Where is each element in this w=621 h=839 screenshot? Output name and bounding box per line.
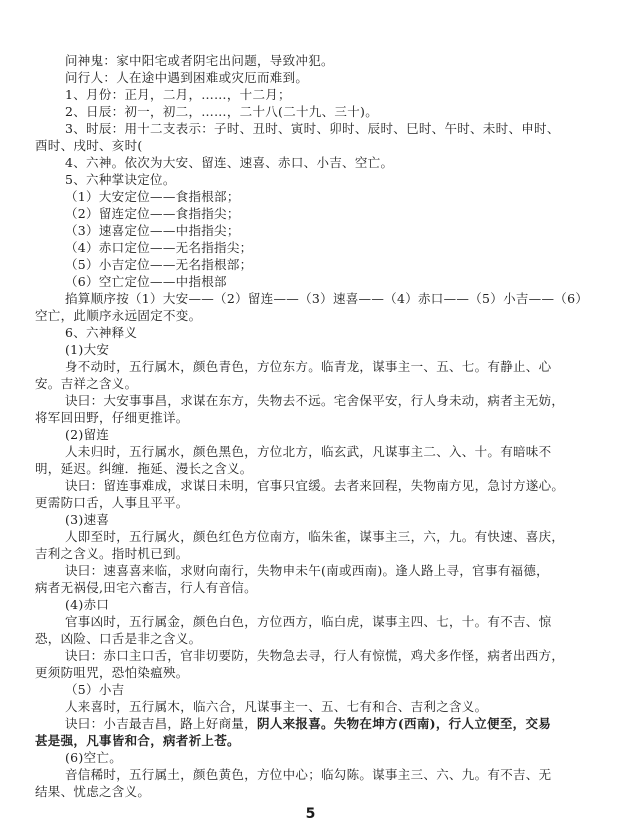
text-segment: 5、六种掌诀定位。 (65, 172, 176, 187)
text-segment: （1）大安定位——食指根部； (65, 189, 240, 204)
text-segment: 问神鬼：家中阳宅或者阴宅出问题，导致冲犯。 (65, 53, 334, 68)
text-segment: （4）赤口定位——无名指指尖； (65, 240, 253, 255)
text-line (35, 613, 591, 630)
text-segment: 酉时、戌时、亥时( (35, 138, 143, 153)
text-segment: 掐算顺序按（1）大安——（2）留连——（3）速喜——（4）赤口——（5）小吉——（6） (65, 291, 589, 306)
text-line (35, 562, 591, 579)
text-line (35, 358, 591, 375)
text-segment: 诀曰：小吉最吉昌，路上好商量， (65, 716, 258, 731)
text-segment: 音信稀时，五行属土，颜色黄色，方位中心；临勾陈。谋事主三、六、九。有不吉、无 (65, 767, 552, 782)
text-segment: （6）空亡定位——中指根部 (65, 274, 227, 289)
text-line (35, 511, 591, 528)
text-segment: 恐，凶险、口舌是非之含义。 (35, 631, 202, 646)
text-segment: 安。吉祥之含义。 (35, 376, 138, 391)
text-segment: 病者无祸侵,田宅六畜吉，行人有音信。 (35, 580, 257, 595)
text-segment: 人来喜时，五行属木，临六合，凡谋事主一、五、七有和合、吉利之含义。 (65, 699, 488, 714)
text-segment: 3、时辰：用十二支表示：子时、丑时、寅时、卯时、辰时、巳时、午时、未时、申时、 (65, 121, 560, 136)
text-line (35, 715, 591, 732)
text-segment: 诀曰：速喜喜来临，求财向南行，失物申未午(南或西南)。逢人路上寻，官事有福德， (65, 563, 549, 578)
text-segment: 更需防口舌，人事且平平。 (35, 495, 189, 510)
text-line (35, 681, 591, 698)
text-line (35, 137, 591, 154)
text-line (35, 409, 591, 426)
text-line (35, 783, 591, 800)
text-segment: 诀曰：赤口主口舌，官非切要防，失物急去寻，行人有惊慌，鸡犬多作怪，病者出西方， (65, 648, 565, 663)
text-segment: 吉利之含义。指时机已到。 (35, 546, 189, 561)
text-line (35, 171, 591, 188)
text-line (35, 443, 591, 460)
text-line (35, 766, 591, 783)
text-line (35, 222, 591, 239)
text-line (35, 460, 591, 477)
text-line (35, 545, 591, 562)
text-segment: （5）小吉 (65, 682, 125, 697)
text-segment: 阴人来报喜。失物在坤方(西南)，行人立便至，交易 (257, 716, 552, 731)
text-line (35, 154, 591, 171)
text-segment: 更须防咀咒，恐怕染瘟殃。 (35, 665, 189, 680)
text-line (35, 647, 591, 664)
text-line (35, 664, 591, 681)
text-segment: 空亡，此顺序永远固定不变。 (35, 308, 202, 323)
document-body (35, 52, 591, 800)
text-segment: (6)空亡。 (65, 750, 123, 765)
page-number: 5 (305, 806, 316, 822)
text-line (35, 426, 591, 443)
text-line (35, 494, 591, 511)
text-segment: 人即至时，五行属火，颜色红色方位南方，临朱雀，谋事主三，六，九。有快速、喜庆， (65, 529, 565, 544)
text-line (35, 375, 591, 392)
text-line (35, 698, 591, 715)
text-segment: （2）留连定位——食指指尖； (65, 206, 240, 221)
text-line (35, 290, 591, 307)
text-line (35, 86, 591, 103)
text-segment: 1、月份：正月，二月，……，十二月； (65, 87, 291, 102)
text-line (35, 477, 591, 494)
text-line (35, 528, 591, 545)
text-segment: 甚是强，凡事皆和合，病者祈上苍。 (35, 733, 240, 748)
text-line (35, 341, 591, 358)
text-segment: (1)大安 (65, 342, 110, 357)
text-line (35, 732, 591, 749)
text-segment: （5）小吉定位——无名指根部； (65, 257, 253, 272)
text-line (35, 239, 591, 256)
text-line (35, 69, 591, 86)
text-segment: 4、六神。依次为大安、留连、速喜、赤口、小吉、空亡。 (65, 155, 394, 170)
text-segment: 2、日辰：初一，初二，……，二十八(二十九、三十)。 (65, 104, 379, 119)
text-line (35, 120, 591, 137)
text-segment: 问行人：人在途中遇到困难或灾厄而难到。 (65, 70, 309, 85)
text-segment: 身不动时，五行属木，颜色青色，方位东方。临青龙，谋事主一、五、七。有静止、心 (65, 359, 552, 374)
text-segment: (4)赤口 (65, 597, 110, 612)
text-segment: 将军回田野，仔细更推详。 (35, 410, 189, 425)
text-segment: 官事凶时，五行属金，颜色白色，方位西方，临白虎，谋事主四、七，十。有不吉、惊 (65, 614, 552, 629)
text-segment: 人未归时，五行属水，颜色黑色，方位北方，临玄武，凡谋事主二、入、十。有暗味不 (65, 444, 552, 459)
text-segment: (2)留连 (65, 427, 110, 442)
text-line (35, 324, 591, 341)
text-segment: (3)速喜 (65, 512, 110, 527)
text-line (35, 188, 591, 205)
text-segment: 诀曰：大安事事昌，求谋在东方，失物去不远。宅舍保平安，行人身未动，病者主无妨， (65, 393, 565, 408)
text-line (35, 749, 591, 766)
text-line (35, 103, 591, 120)
text-segment: 诀曰：留连事难成，求谋日未明，官事只宜缓。去者来回程，失物南方见，急讨方遂心。 (65, 478, 565, 493)
text-line (35, 307, 591, 324)
text-segment: 结果、忧虑之含义。 (35, 784, 151, 799)
text-line (35, 256, 591, 273)
text-line (35, 392, 591, 409)
text-segment: （3）速喜定位——中指指尖； (65, 223, 240, 238)
text-line (35, 596, 591, 613)
text-segment: 明，延迟。纠缠．拖延、漫长之含义。 (35, 461, 253, 476)
text-line (35, 52, 591, 69)
text-line (35, 205, 591, 222)
text-segment: 6、六神释义 (65, 325, 138, 340)
text-line (35, 579, 591, 596)
text-line (35, 273, 591, 290)
text-line (35, 630, 591, 647)
